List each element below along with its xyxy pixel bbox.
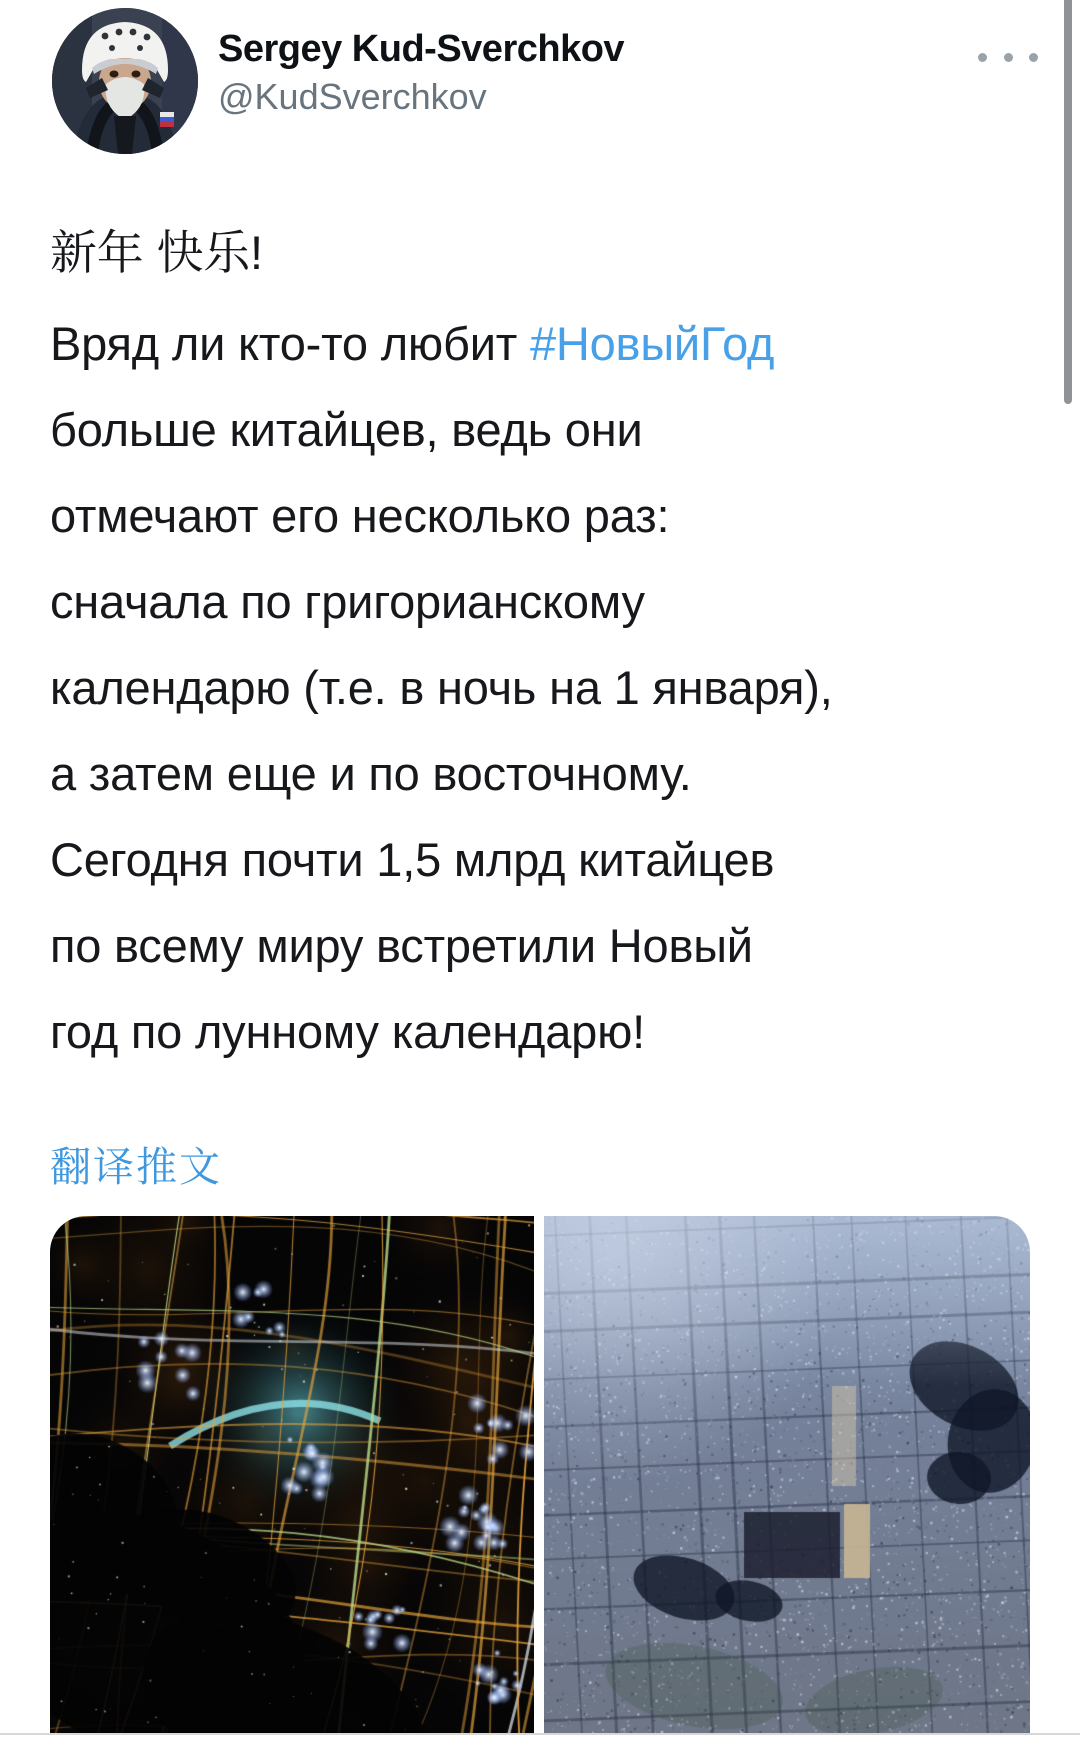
cosmonaut-avatar-image — [52, 8, 198, 154]
scrollbar-thumb[interactable] — [1064, 0, 1072, 404]
tweet-text — [50, 301, 1030, 1075]
tweet-line: отмечают его несколько раз: — [50, 489, 670, 542]
tweet-line-text: Вряд ли кто-то любит — [50, 317, 530, 370]
ellipsis-icon — [978, 53, 987, 62]
tweet-greeting-line: 新年 快乐! — [50, 226, 263, 279]
day-photo-canvas — [544, 1216, 1030, 1733]
tweet-line: Сегодня почти 1,5 млрд китайцев — [50, 833, 775, 886]
ellipsis-icon — [1004, 53, 1013, 62]
user-handle[interactable]: @KudSverchkov — [218, 76, 487, 117]
ellipsis-icon — [1029, 53, 1038, 62]
tweet-line — [50, 301, 1030, 387]
tweet-line: больше китайцев, ведь они — [50, 403, 643, 456]
tweet-line: сначала по григорианскому — [50, 575, 645, 628]
tweet-line: а затем еще и по восточному. — [50, 747, 692, 800]
tweet-line: календарю (т.е. в ночь на 1 января), — [50, 661, 833, 714]
day-photo[interactable] — [544, 1216, 1030, 1733]
night-photo-canvas — [50, 1216, 534, 1733]
translate-tweet-link[interactable]: 翻译推文 — [50, 1144, 222, 1190]
display-name[interactable]: Sergey Kud-Sverchkov — [218, 28, 625, 70]
bottom-divider — [0, 1733, 1080, 1735]
more-button[interactable] — [978, 40, 1038, 74]
night-photo[interactable] — [50, 1216, 534, 1733]
hashtag-link[interactable]: #НовыйГод — [529, 317, 775, 370]
media-grid — [50, 1216, 1030, 1733]
avatar[interactable] — [52, 8, 198, 154]
tweet-line: год по лунному календарю! — [50, 1005, 645, 1058]
tweet-line: по всему миру встретили Новый — [50, 919, 753, 972]
